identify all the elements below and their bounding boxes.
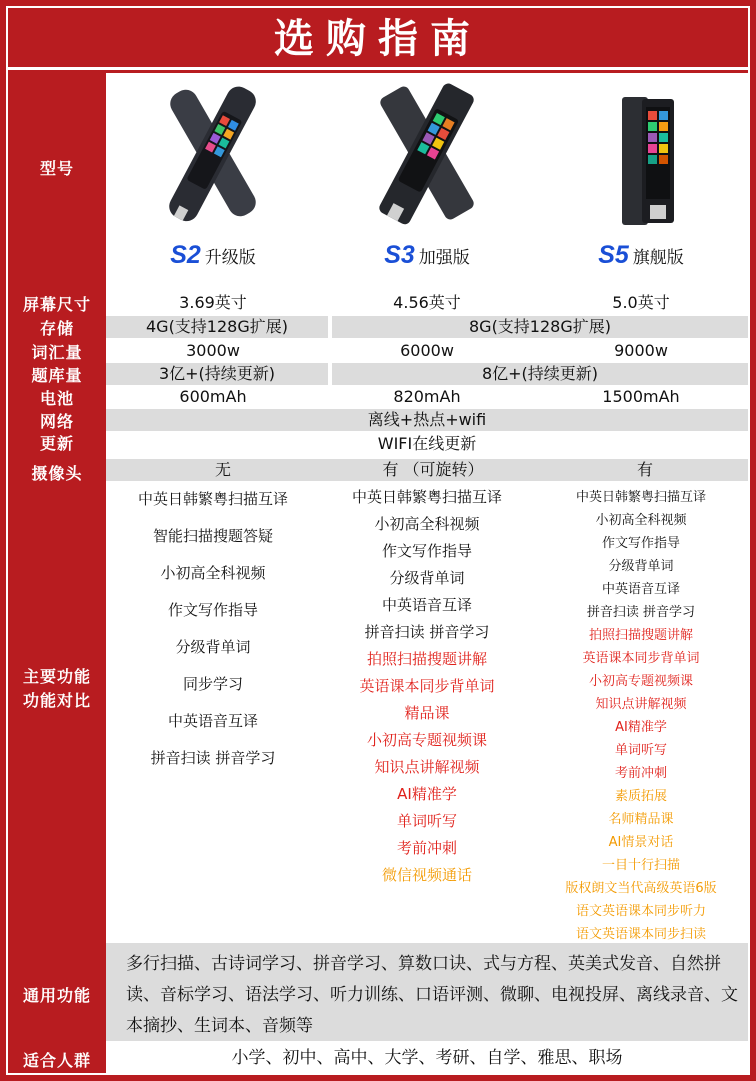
qbank-s2: 3亿+(持续更新) [106,363,328,385]
product-s3 [320,73,534,291]
product-s3-edition: 加强版 [418,248,470,268]
label-storage: 存储 [39,319,74,338]
product-s5-edition: 旗舰版 [632,248,684,268]
label-network: 网络 [39,412,74,431]
feature-item: 拼音扫读 拼音学习 [364,623,490,641]
guide-frame [6,6,750,1075]
product-s5-code: S5 [598,241,629,269]
label-vocab: 词汇量 [31,343,83,362]
screen-s5: 5.0英寸 [612,293,670,312]
feature-item: 中英语音互译 [601,582,680,597]
label-function-compare: 功能对比 [22,691,91,710]
storage-s3-s5: 8G(支持128G扩展) [332,316,748,338]
feature-item: 中英语音互译 [167,712,258,730]
feature-item: 英语课本同步背单词 [359,677,495,695]
feature-item: AI精准学 [615,720,667,735]
label-update: 更新 [39,434,74,453]
feature-item: 中英日韩繁粤扫描互译 [575,490,706,505]
feature-item: 拍照扫描搜题讲解 [366,650,487,668]
feature-item: 知识点讲解视频 [374,758,480,776]
feature-item: 精品课 [404,704,450,722]
feature-item: 知识点讲解视频 [595,697,687,712]
feature-item: 小初高全科视频 [374,515,480,533]
feature-item: 中英语音互译 [381,596,472,614]
feature-item: 语文英语课本同步听力 [575,904,706,919]
label-model: 型号 [39,159,74,178]
feature-item: 同步学习 [182,675,243,693]
camera-s2: 无 [214,460,231,479]
label-battery: 电池 [39,389,74,408]
storage-s2: 4G(支持128G扩展) [106,316,328,338]
label-camera: 摄像头 [31,464,83,483]
feature-item: 语文英语课本同步扫读 [575,927,706,942]
row-storage [106,316,748,338]
screen-s3: 4.56英寸 [393,293,461,312]
feature-item: 微信视频通话 [381,866,472,884]
comparison-table [106,73,748,1073]
pen-s5-image [534,73,748,238]
product-s2-edition: 升级版 [204,248,256,268]
feature-item: 拼音扫读 拼音学习 [150,749,276,767]
feature-item: 单词听写 [614,743,667,758]
label-column [8,73,106,1073]
feature-item: AI情景对话 [608,835,674,850]
feature-item: AI精准学 [397,785,457,803]
network-all: 离线+热点+wifi [106,409,748,431]
row-network [106,409,748,431]
product-s2-code: S2 [170,241,201,269]
pen-s2-image [106,73,320,238]
label-main-function: 主要功能 [22,667,91,686]
screen-s2: 3.69英寸 [179,293,247,312]
vocab-s3: 6000w [400,341,454,360]
qbank-s3-s5: 8亿+(持续更新) [332,363,748,385]
feature-item: 小初高全科视频 [595,513,687,528]
feature-item: 版权朗文当代高级英语6版 [565,881,717,896]
battery-s2: 600mAh [179,387,247,406]
camera-s5: 有 [636,460,653,479]
feature-item: 分级背单词 [175,638,251,656]
feature-item: 素质拓展 [614,789,667,804]
feature-item: 单词听写 [396,812,457,830]
row-screen [106,292,748,314]
update-all: WIFI在线更新 [377,434,477,453]
page-title: 选购指南 [8,8,748,70]
product-s2 [106,73,320,291]
feature-item: 智能扫描搜题答疑 [152,527,273,545]
row-question-bank [106,363,748,385]
row-update [106,433,748,455]
feature-item: 小初高全科视频 [160,564,266,582]
feature-item: 一目十行扫描 [601,858,680,873]
vocab-s5: 9000w [614,341,668,360]
feature-item: 小初高专题视频课 [588,674,693,689]
feature-item: 中英日韩繁粤扫描互译 [137,490,288,508]
feature-item: 考前冲刺 [614,766,667,781]
feature-item: 分级背单词 [389,569,465,587]
product-s3-code: S3 [384,241,415,269]
feature-item: 小初高专题视频课 [366,731,487,749]
pen-s3-image [320,73,534,238]
feature-item: 拍照扫描搜题讲解 [588,628,693,643]
feature-item: 英语课本同步背单词 [582,651,700,666]
feature-item: 考前冲刺 [396,839,457,857]
row-battery [106,386,748,408]
product-s3-name [320,241,534,270]
battery-s5: 1500mAh [602,387,680,406]
label-screen: 屏幕尺寸 [22,295,91,314]
general-functions: 多行扫描、古诗词学习、拼音学习、算数口诀、式与方程、英美式发音、自然拼读、音标学习、语法学习、听力训练、口语评测、微聊、电视投屏、离线录音、文本摘抄、生词本、音频等 [106,943,748,1041]
label-general-function: 通用功能 [22,986,91,1005]
feature-item: 作文写作指导 [167,601,258,619]
vocab-s2: 3000w [186,341,240,360]
feature-item: 作文写作指导 [601,536,680,551]
feature-item: 作文写作指导 [381,542,472,560]
row-vocab [106,340,748,362]
feature-item: 名师精品课 [608,812,674,827]
label-question-bank: 题库量 [31,366,83,385]
feature-item: 中英日韩繁粤扫描互译 [351,488,502,506]
camera-s3: 有 （可旋转） [382,460,484,479]
feature-item: 拼音扫读 拼音学习 [586,605,696,620]
product-s2-name [106,241,320,270]
product-s5-name [534,241,748,270]
row-camera [106,459,748,481]
audience: 小学、初中、高中、大学、考研、自学、雅思、职场 [231,1048,623,1068]
battery-s3: 820mAh [393,387,461,406]
product-s5 [534,73,748,291]
label-audience: 适合人群 [22,1051,91,1070]
feature-item: 分级背单词 [608,559,674,574]
